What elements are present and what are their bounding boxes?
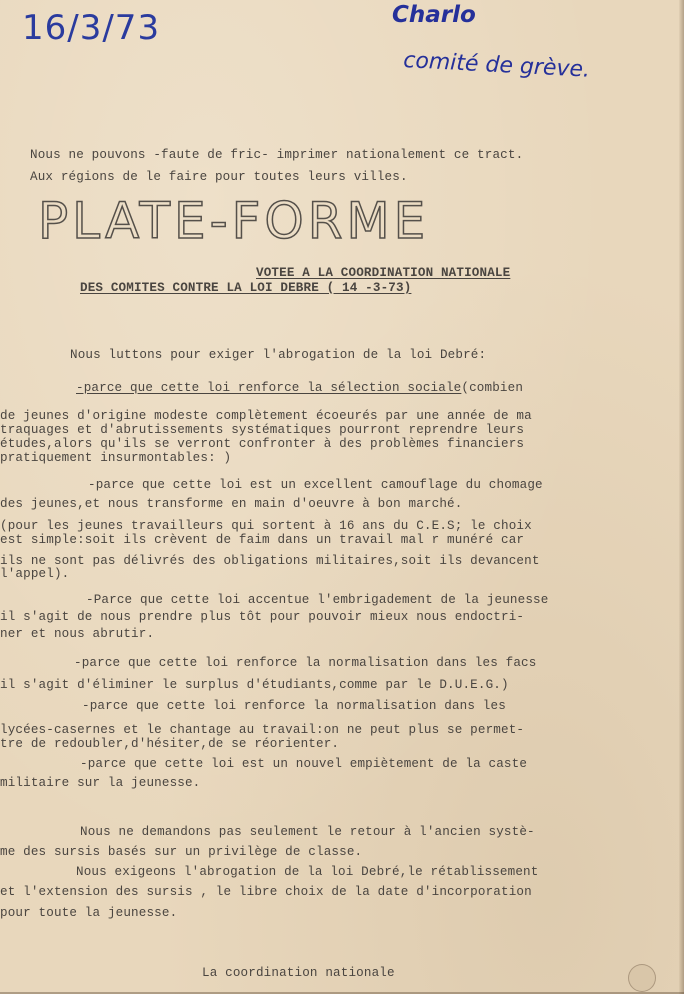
paragraph-2-line-6: l'appel). <box>0 567 70 581</box>
paragraph-1-line-4: études,alors qu'ils se verront confronter à des problèmes financiers <box>0 437 525 451</box>
paragraph-4-line-2: il s'agit d'éliminer le surplus d'étudiants,comme par le D.U.E.G.) <box>0 678 509 692</box>
paragraph-1-line-1 <box>76 381 523 395</box>
handwritten-author-role: comité de grève. <box>402 48 591 83</box>
paragraph-2-line-5: ils ne sont pas délivrés des obligations militaires,soit ils devancent <box>0 554 540 568</box>
demand-2-line-2: et l'extension des sursis , le libre choix de la date d'incorporation <box>0 885 532 899</box>
paper-edge-shadow <box>679 0 684 994</box>
paragraph-2-line-4: est simple:soit ils crèvent de faim dans un travail mal r munéré car <box>0 533 525 547</box>
paragraph-1-line-5: pratiquement insurmontables: ) <box>0 451 232 465</box>
paragraph-5-line-2: lycées-casernes et le chantage au travail:on ne peut plus se permet- <box>0 723 525 737</box>
paragraph-3-line-1: -Parce que cette loi accentue l'embrigadement de la jeunesse <box>86 593 549 607</box>
demand-1-line-1: Nous ne demandons pas seulement le retour à l'ancien systè- <box>80 825 535 839</box>
paragraph-6-line-2: militaire sur la jeunesse. <box>0 776 201 790</box>
subtitle-line-1: VOTEE A LA COORDINATION NATIONALE <box>256 266 511 280</box>
paragraph-1-line-3: traquages et d'abrutissements systématiques pourront reprendre leurs <box>0 423 525 437</box>
demand-2-line-3: pour toute la jeunesse. <box>0 906 178 920</box>
signature: La coordination nationale <box>202 966 395 980</box>
intro-line-2: Aux régions de le faire pour toutes leurs villes. <box>30 170 408 184</box>
paragraph-1-underlined: -parce que cette loi renforce la sélection sociale <box>76 381 462 395</box>
paragraph-1-line-2: de jeunes d'origine modeste complètement écoeurés par une année de ma <box>0 409 532 423</box>
paragraph-3-line-3: ner et nous abrutir. <box>0 627 155 641</box>
punch-hole <box>628 964 656 992</box>
paragraph-3-line-2: il s'agit de nous prendre plus tôt pour pouvoir mieux nous endoctri- <box>0 610 525 624</box>
handwritten-date: 16/3/73 <box>22 8 161 48</box>
handwritten-author: Charlo <box>392 2 476 28</box>
body-lead: Nous luttons pour exiger l'abrogation de la loi Debré: <box>70 348 487 362</box>
paragraph-5-line-3: tre de redoubler,d'hésiter,de se réorienter. <box>0 737 340 751</box>
paragraph-5-line-1: -parce que cette loi renforce la normalisation dans les <box>82 699 506 713</box>
paragraph-2-line-3: (pour les jeunes travailleurs qui sortent à 16 ans du C.E.S; le choix <box>0 519 532 533</box>
document-title: PLATE-FORME <box>38 192 430 250</box>
paragraph-1-rest: (combien <box>461 381 524 395</box>
demand-2-line-1: Nous exigeons l'abrogation de la loi Debré,le rétablissement <box>76 865 539 879</box>
paragraph-2-line-1: -parce que cette loi est un excellent camouflage du chomage <box>88 478 543 492</box>
intro-line-1: Nous ne pouvons -faute de fric- imprimer nationalement ce tract. <box>30 148 524 162</box>
paragraph-6-line-1: -parce que cette loi est un nouvel empiètement de la caste <box>80 757 528 771</box>
paragraph-2-line-2: des jeunes,et nous transforme en main d'oeuvre à bon marché. <box>0 497 463 511</box>
demand-1-line-2: me des sursis basés sur un privilège de classe. <box>0 845 363 859</box>
subtitle-line-2: DES COMITES CONTRE LA LOI DEBRE ( 14 -3-73) <box>80 281 412 295</box>
paragraph-4-line-1: -parce que cette loi renforce la normalisation dans les facs <box>74 656 537 670</box>
